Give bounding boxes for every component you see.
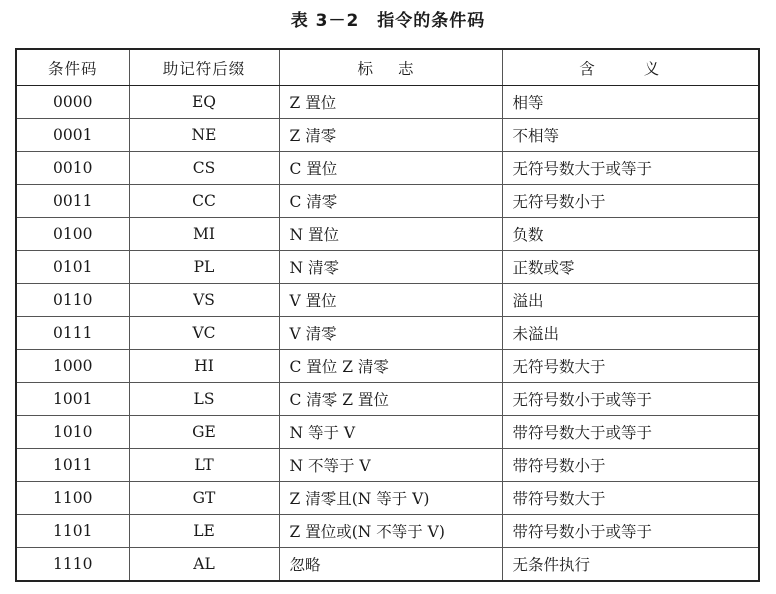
cell-flag: Z 置位 bbox=[279, 86, 502, 119]
cell-condition-code: 1000 bbox=[16, 350, 129, 383]
cell-mnemonic-suffix: LT bbox=[129, 449, 279, 482]
cell-meaning: 无符号数小于 bbox=[502, 185, 759, 218]
cell-flag: Z 置位或(N 不等于 V) bbox=[279, 515, 502, 548]
cell-flag: Z 清零 bbox=[279, 119, 502, 152]
cell-condition-code: 1011 bbox=[16, 449, 129, 482]
cell-condition-code: 1101 bbox=[16, 515, 129, 548]
cell-mnemonic-suffix: MI bbox=[129, 218, 279, 251]
cell-mnemonic-suffix: GE bbox=[129, 416, 279, 449]
cell-meaning: 无符号数小于或等于 bbox=[502, 383, 759, 416]
table-row bbox=[16, 152, 759, 185]
table-row bbox=[16, 548, 759, 582]
cell-mnemonic-suffix: AL bbox=[129, 548, 279, 582]
cell-meaning: 不相等 bbox=[502, 119, 759, 152]
cell-condition-code: 1001 bbox=[16, 383, 129, 416]
cell-mnemonic-suffix: NE bbox=[129, 119, 279, 152]
cell-condition-code: 0110 bbox=[16, 284, 129, 317]
cell-condition-code: 0001 bbox=[16, 119, 129, 152]
cell-flag: Z 清零且(N 等于 V) bbox=[279, 482, 502, 515]
cell-meaning: 未溢出 bbox=[502, 317, 759, 350]
header-meaning: 含 义 bbox=[502, 49, 759, 86]
cell-flag: 忽略 bbox=[279, 548, 502, 582]
cell-meaning: 无条件执行 bbox=[502, 548, 759, 582]
cell-flag: N 不等于 V bbox=[279, 449, 502, 482]
table-row bbox=[16, 251, 759, 284]
cell-condition-code: 0111 bbox=[16, 317, 129, 350]
cell-flag: N 清零 bbox=[279, 251, 502, 284]
cell-condition-code: 1110 bbox=[16, 548, 129, 582]
cell-meaning: 无符号数大于或等于 bbox=[502, 152, 759, 185]
cell-flag: N 等于 V bbox=[279, 416, 502, 449]
table-row bbox=[16, 449, 759, 482]
cell-flag: C 置位 Z 清零 bbox=[279, 350, 502, 383]
condition-code-table bbox=[15, 48, 760, 582]
header-flag: 标 志 bbox=[279, 49, 502, 86]
table-row bbox=[16, 119, 759, 152]
table-row bbox=[16, 185, 759, 218]
cell-mnemonic-suffix: LE bbox=[129, 515, 279, 548]
table-row bbox=[16, 317, 759, 350]
cell-condition-code: 0100 bbox=[16, 218, 129, 251]
table-row bbox=[16, 218, 759, 251]
table-title: 指令的条件码 bbox=[377, 11, 486, 31]
cell-mnemonic-suffix: EQ bbox=[129, 86, 279, 119]
table-caption bbox=[0, 6, 776, 31]
cell-meaning: 溢出 bbox=[502, 284, 759, 317]
table-row bbox=[16, 383, 759, 416]
cell-meaning: 带符号数大于 bbox=[502, 482, 759, 515]
table-row bbox=[16, 515, 759, 548]
cell-mnemonic-suffix: LS bbox=[129, 383, 279, 416]
cell-condition-code: 0010 bbox=[16, 152, 129, 185]
table-number: 表 3－2 bbox=[290, 11, 360, 31]
cell-meaning: 相等 bbox=[502, 86, 759, 119]
cell-flag: V 置位 bbox=[279, 284, 502, 317]
cell-mnemonic-suffix: CS bbox=[129, 152, 279, 185]
cell-mnemonic-suffix: CC bbox=[129, 185, 279, 218]
cell-mnemonic-suffix: GT bbox=[129, 482, 279, 515]
cell-mnemonic-suffix: HI bbox=[129, 350, 279, 383]
cell-meaning: 负数 bbox=[502, 218, 759, 251]
cell-condition-code: 0011 bbox=[16, 185, 129, 218]
cell-mnemonic-suffix: VS bbox=[129, 284, 279, 317]
header-condition-code: 条件码 bbox=[16, 49, 129, 86]
cell-mnemonic-suffix: VC bbox=[129, 317, 279, 350]
table-header-row bbox=[16, 49, 759, 86]
cell-meaning: 带符号数小于 bbox=[502, 449, 759, 482]
table-row bbox=[16, 284, 759, 317]
cell-condition-code: 0000 bbox=[16, 86, 129, 119]
cell-mnemonic-suffix: PL bbox=[129, 251, 279, 284]
table-row bbox=[16, 416, 759, 449]
cell-condition-code: 1010 bbox=[16, 416, 129, 449]
cell-flag: C 清零 bbox=[279, 185, 502, 218]
cell-meaning: 带符号数小于或等于 bbox=[502, 515, 759, 548]
cell-meaning: 带符号数大于或等于 bbox=[502, 416, 759, 449]
cell-condition-code: 1100 bbox=[16, 482, 129, 515]
cell-flag: N 置位 bbox=[279, 218, 502, 251]
cell-flag: C 置位 bbox=[279, 152, 502, 185]
cell-condition-code: 0101 bbox=[16, 251, 129, 284]
table-row bbox=[16, 86, 759, 119]
cell-meaning: 无符号数大于 bbox=[502, 350, 759, 383]
cell-flag: C 清零 Z 置位 bbox=[279, 383, 502, 416]
cell-flag: V 清零 bbox=[279, 317, 502, 350]
table-row bbox=[16, 350, 759, 383]
header-mnemonic-suffix: 助记符后缀 bbox=[129, 49, 279, 86]
cell-meaning: 正数或零 bbox=[502, 251, 759, 284]
table-row bbox=[16, 482, 759, 515]
